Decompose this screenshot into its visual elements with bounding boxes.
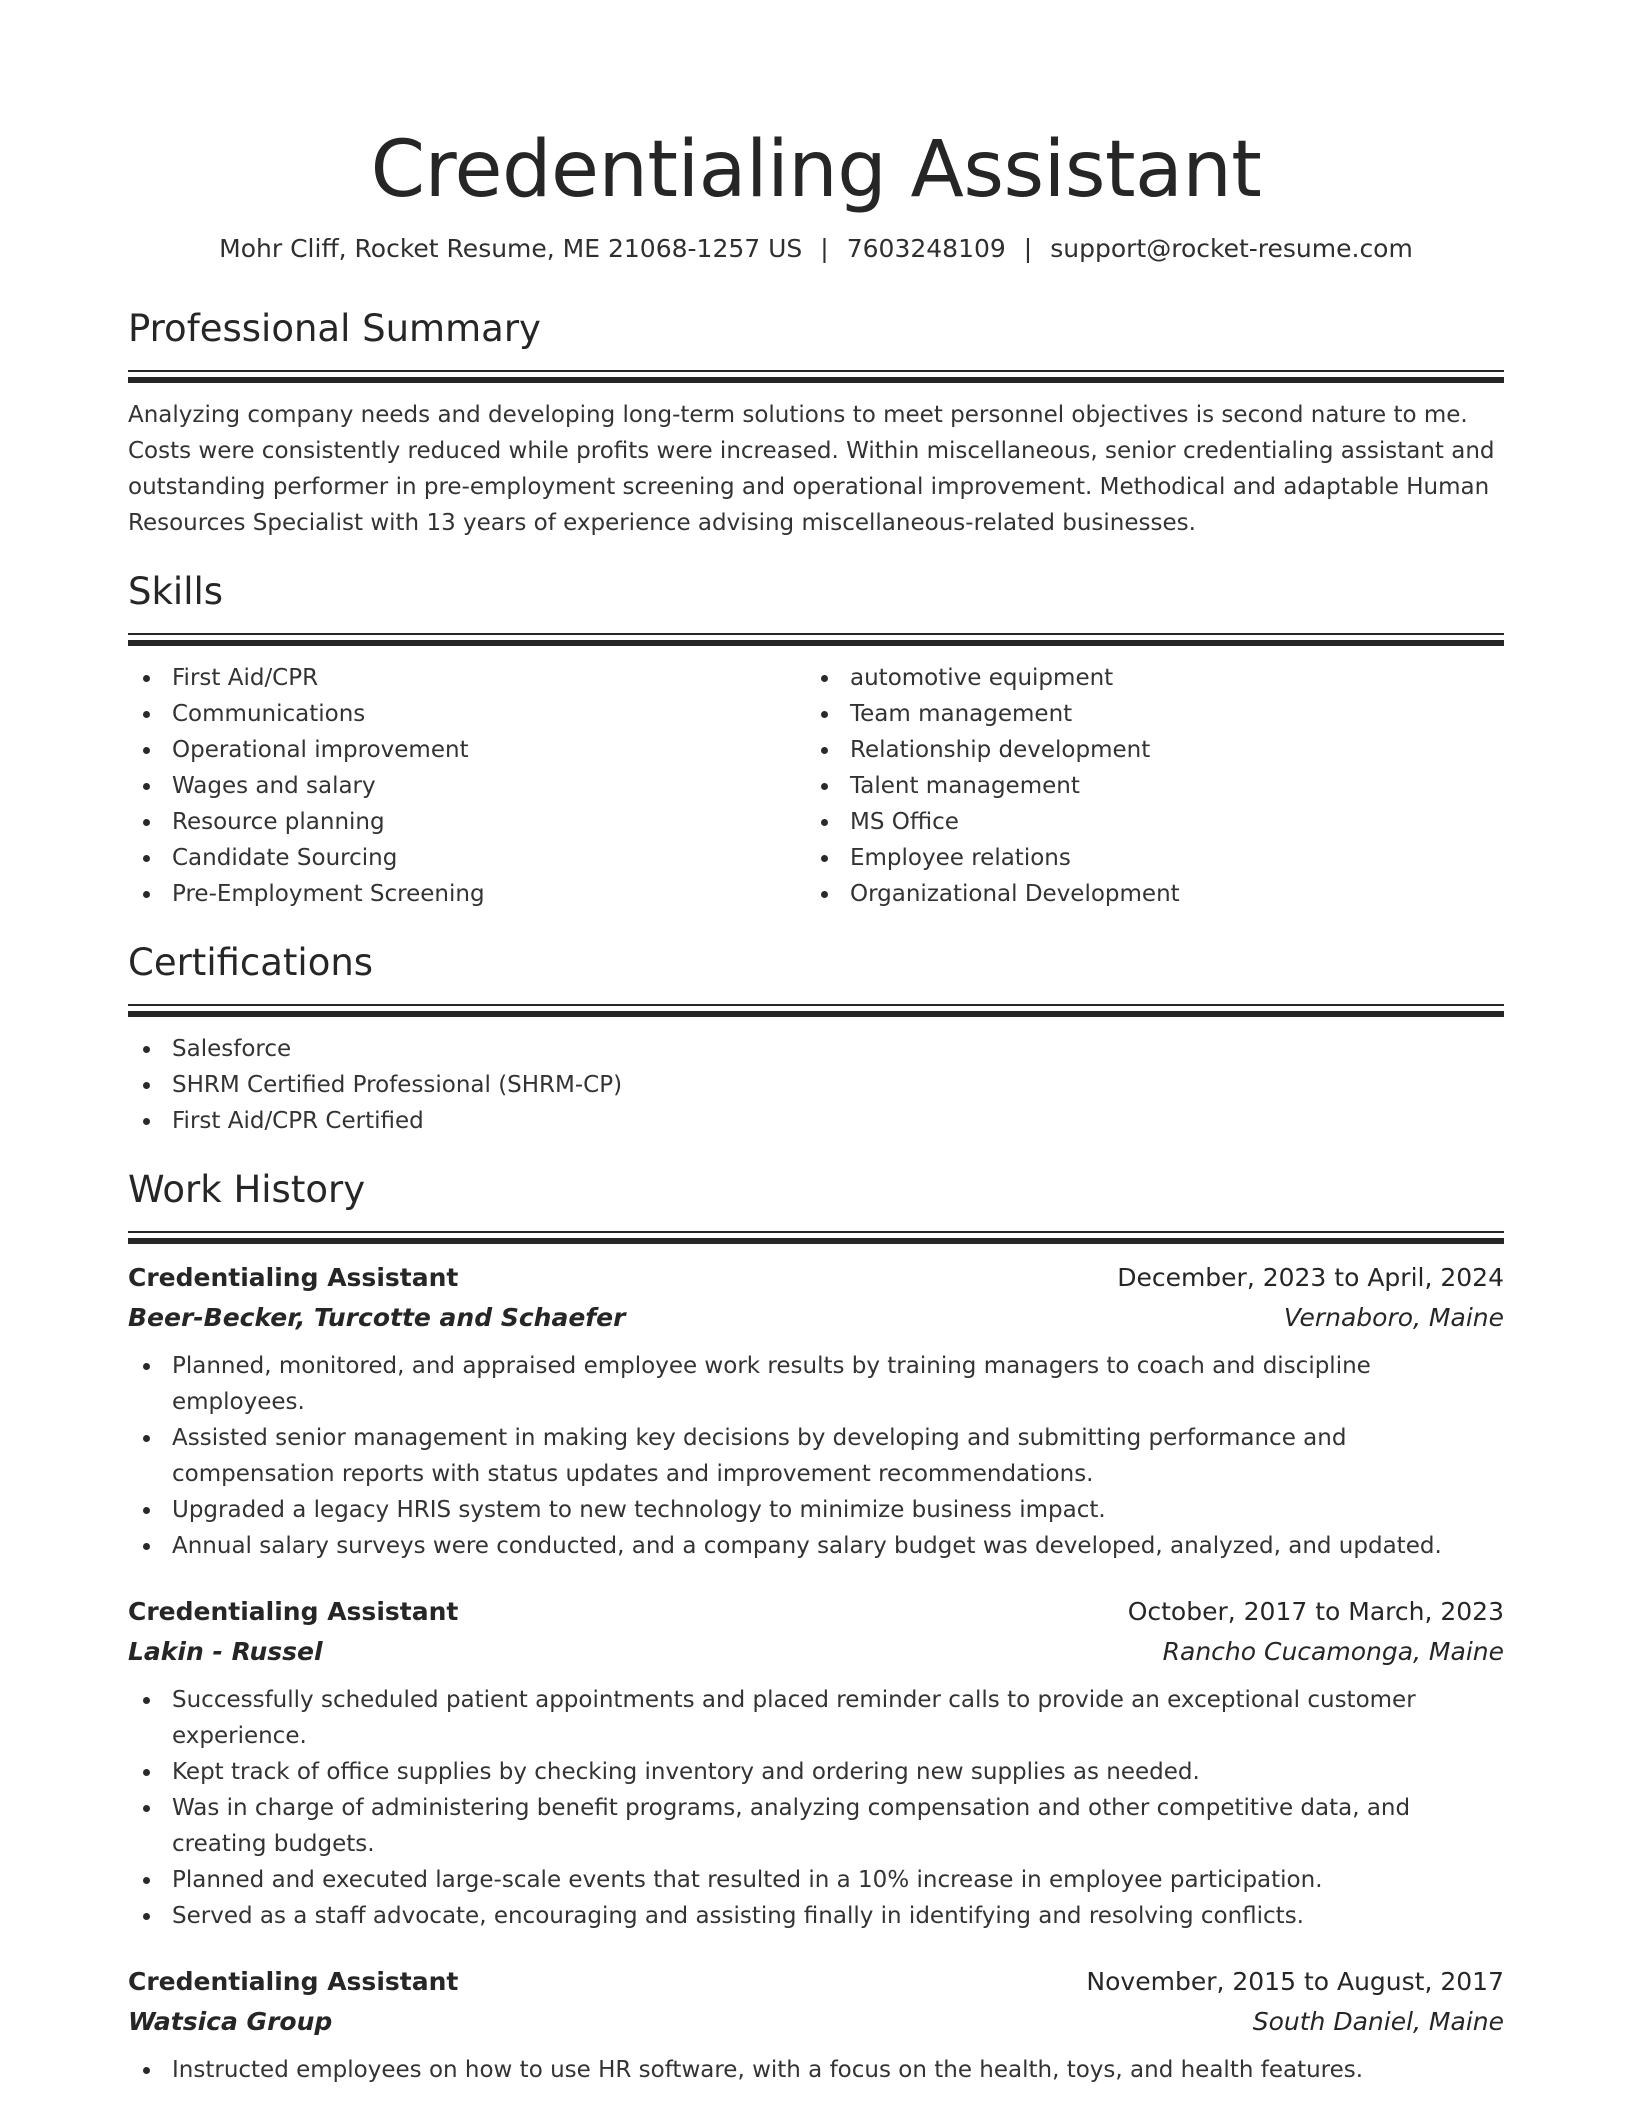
job-bullet: Successfully scheduled patient appointments and placed reminder calls to provide an exceptional customer experience. xyxy=(128,1682,1504,1754)
job-bullet: Kept track of office supplies by checking inventory and ordering new supplies as needed. xyxy=(128,1754,1504,1790)
skill-item: Relationship development xyxy=(806,732,1484,768)
skill-item: Operational improvement xyxy=(128,732,806,768)
job-location: Rancho Cucamonga, Maine xyxy=(1162,1637,1504,1666)
skills-section xyxy=(128,567,1504,912)
contact-email: support@rocket-resume.com xyxy=(1050,234,1413,263)
work-history-heading: Work History xyxy=(128,1168,366,1211)
skill-item: Team management xyxy=(806,696,1484,732)
certifications-list xyxy=(128,1031,1504,1139)
job-company: Lakin - Russel xyxy=(128,1637,323,1666)
job-subheader xyxy=(128,1298,1504,1338)
summary-section xyxy=(128,304,1504,541)
job-location: Vernaboro, Maine xyxy=(1283,1303,1504,1332)
skill-item: First Aid/CPR xyxy=(128,660,806,696)
job-bullet: Served as a staff advocate, encouraging and assisting finally in identifying and resolving conflicts. xyxy=(128,1898,1504,1934)
job-subheader xyxy=(128,1632,1504,1672)
job-company: Watsica Group xyxy=(128,2007,333,2036)
resume-page xyxy=(128,0,1504,2088)
job-header xyxy=(128,1592,1504,1632)
section-divider xyxy=(128,370,1504,383)
skill-item: Organizational Development xyxy=(806,876,1484,912)
resume-name: Credentialing Assistant xyxy=(370,125,1262,215)
skill-item: Pre-Employment Screening xyxy=(128,876,806,912)
skills-grid xyxy=(128,660,1504,912)
skills-list-right xyxy=(806,660,1484,912)
skill-item: Talent management xyxy=(806,768,1484,804)
job-bullets xyxy=(128,1348,1504,1564)
job-dates: December, 2023 to April, 2024 xyxy=(1117,1263,1504,1292)
certification-item: First Aid/CPR Certified xyxy=(128,1103,1504,1139)
skill-item: Wages and salary xyxy=(128,768,806,804)
summary-text: Analyzing company needs and developing long-term solutions to meet personnel objectives is second nature to me. Costs were consistently reduced while profits were increased. Within miscellaneous, senior credentialing assistant and outstanding performer in pre-employment screening and operational improvement. Methodical and adaptable Human Resources Specialist with 13 years of experience advising miscellaneous-related businesses. xyxy=(128,402,1495,536)
job-header xyxy=(128,1258,1504,1298)
job-bullets xyxy=(128,2052,1504,2088)
contact-line xyxy=(128,232,1504,266)
job-bullet: Was in charge of administering benefit programs, analyzing compensation and other competitive data, and creating budgets. xyxy=(128,1790,1504,1862)
skills-list-left xyxy=(128,660,806,912)
job-entry xyxy=(128,1258,1504,1564)
skill-item: Candidate Sourcing xyxy=(128,840,806,876)
certifications-section xyxy=(128,938,1504,1139)
job-bullet: Annual salary surveys were conducted, and a company salary budget was developed, analyzed, and updated. xyxy=(128,1528,1504,1564)
job-title: Credentialing Assistant xyxy=(128,1263,459,1292)
contact-separator: | xyxy=(820,234,829,263)
job-entry xyxy=(128,1592,1504,1934)
certifications-heading: Certifications xyxy=(128,941,374,984)
contact-address: Mohr Cliff, Rocket Resume, ME 21068-1257 US xyxy=(219,234,803,263)
job-bullet: Instructed employees on how to use HR software, with a focus on the health, toys, and health features. xyxy=(128,2052,1504,2088)
job-bullet: Planned, monitored, and appraised employee work results by training managers to coach and discipline employees. xyxy=(128,1348,1504,1420)
job-bullet: Upgraded a legacy HRIS system to new technology to minimize business impact. xyxy=(128,1492,1504,1528)
certification-item: SHRM Certified Professional (SHRM-CP) xyxy=(128,1067,1504,1103)
job-dates: November, 2015 to August, 2017 xyxy=(1086,1967,1504,1996)
job-dates: October, 2017 to March, 2023 xyxy=(1127,1597,1504,1626)
job-subheader xyxy=(128,2002,1504,2042)
section-divider xyxy=(128,633,1504,646)
job-header xyxy=(128,1962,1504,2002)
job-title: Credentialing Assistant xyxy=(128,1597,459,1626)
skill-item: automotive equipment xyxy=(806,660,1484,696)
skill-item: Employee relations xyxy=(806,840,1484,876)
section-divider xyxy=(128,1004,1504,1017)
work-history-section xyxy=(128,1165,1504,2088)
summary-heading: Professional Summary xyxy=(128,307,541,350)
skill-item: MS Office xyxy=(806,804,1484,840)
contact-separator: | xyxy=(1023,234,1033,263)
job-title: Credentialing Assistant xyxy=(128,1967,459,1996)
job-bullets xyxy=(128,1682,1504,1934)
certification-item: Salesforce xyxy=(128,1031,1504,1067)
skills-heading: Skills xyxy=(128,570,224,613)
skill-item: Resource planning xyxy=(128,804,806,840)
job-bullet: Assisted senior management in making key decisions by developing and submitting performance and compensation reports with status updates and improvement recommendations. xyxy=(128,1420,1504,1492)
job-entry xyxy=(128,1962,1504,2088)
job-company: Beer-Becker, Turcotte and Schaefer xyxy=(128,1303,626,1332)
section-divider xyxy=(128,1231,1504,1244)
job-bullet: Planned and executed large-scale events that resulted in a 10% increase in employee participation. xyxy=(128,1862,1504,1898)
contact-phone: 7603248109 xyxy=(846,234,1006,263)
job-location: South Daniel, Maine xyxy=(1252,2007,1504,2036)
skill-item: Communications xyxy=(128,696,806,732)
